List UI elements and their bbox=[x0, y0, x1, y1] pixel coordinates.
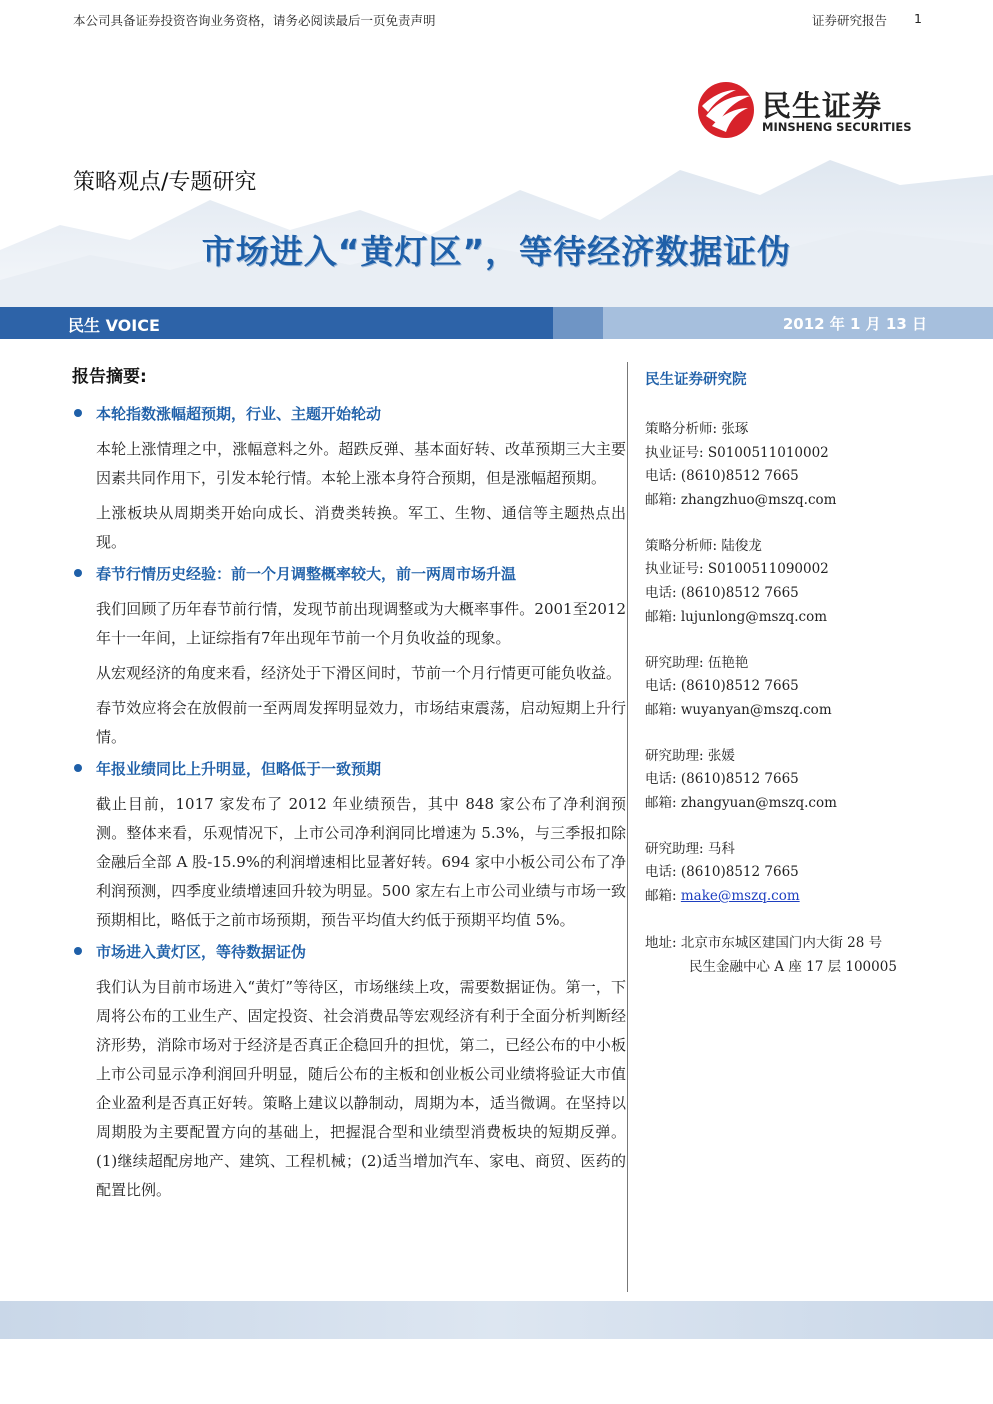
bullet-icon bbox=[74, 569, 82, 577]
role-label: 研究助理: bbox=[645, 654, 704, 671]
address-block bbox=[645, 931, 965, 979]
brand-name-cn: 民生证券 bbox=[762, 89, 883, 123]
contact-card bbox=[645, 745, 965, 816]
voice-label: 民生 VOICE bbox=[68, 316, 160, 335]
assistant-name: 伍艳艳 bbox=[707, 654, 749, 671]
section-title: 市场进入黄灯区，等待数据证伪 bbox=[96, 943, 307, 961]
footer-bar bbox=[0, 1301, 993, 1339]
page-number: 1 bbox=[914, 11, 922, 26]
section-heading bbox=[72, 563, 632, 589]
bullet-icon bbox=[74, 764, 82, 772]
phone-label: 电话: bbox=[645, 771, 677, 788]
email-address: zhangyuan@mszq.com bbox=[680, 794, 837, 811]
phone-number: (8610)8512 7665 bbox=[680, 468, 799, 485]
contact-card bbox=[645, 418, 965, 513]
assistant-name: 张媛 bbox=[707, 747, 735, 764]
abstract-heading: 报告摘要: bbox=[72, 367, 147, 387]
email-label: 邮箱: bbox=[645, 608, 677, 625]
abstract-column bbox=[72, 362, 632, 1211]
section-title: 本轮指数涨幅超预期，行业、主题开始轮动 bbox=[96, 405, 382, 423]
contact-card bbox=[645, 652, 965, 723]
section-heading bbox=[72, 758, 632, 784]
address-line-1: 北京市东城区建国门内大街 28 号 bbox=[680, 934, 883, 951]
section-title: 年报业绩同比上升明显，但略低于一致预期 bbox=[96, 760, 382, 778]
report-category: 策略观点/专题研究 bbox=[73, 170, 257, 195]
license-number: S0100511090002 bbox=[707, 561, 829, 578]
phone-label: 电话: bbox=[645, 678, 677, 695]
phone-number: (8610)8512 7665 bbox=[680, 864, 799, 881]
phone-label: 电话: bbox=[645, 585, 677, 602]
institute-name: 民生证券研究院 bbox=[645, 372, 747, 388]
brand-logo bbox=[696, 80, 926, 140]
role-label: 研究助理: bbox=[645, 840, 704, 857]
minsheng-logo-icon bbox=[696, 80, 756, 140]
column-divider bbox=[627, 362, 628, 1292]
voice-bar bbox=[0, 307, 993, 339]
section-heading bbox=[72, 403, 632, 429]
contact-card bbox=[645, 535, 965, 630]
license-label: 执业证号: bbox=[645, 444, 704, 461]
email-label: 邮箱: bbox=[645, 888, 677, 904]
footer-report-type: 证券研究报告 bbox=[812, 13, 888, 28]
bullet-icon bbox=[74, 947, 82, 955]
abstract-section bbox=[72, 758, 632, 935]
phone-label: 电话: bbox=[645, 864, 677, 881]
report-date: 2012 年 1 月 13 日 bbox=[782, 315, 927, 333]
paragraph: 上涨板块从周期类开始向成长、消费类转换。军工、生物、通信等主题热点出现。 bbox=[96, 504, 626, 551]
paragraph: 本轮上涨情理之中，涨幅意料之外。超跌反弹、基本面好转、改革预期三大主要因素共同作用下，引发本轮行情。本轮上涨本身符合预期，但是涨幅超预期。 bbox=[96, 440, 626, 487]
footer-disclaimer: 本公司具备证券投资咨询业务资格，请务必阅读最后一页免责声明 bbox=[73, 13, 436, 28]
abstract-section bbox=[72, 403, 632, 557]
email-label: 邮箱: bbox=[645, 794, 677, 811]
mountain-background bbox=[0, 130, 993, 310]
section-heading bbox=[72, 941, 632, 967]
assistant-name: 马科 bbox=[707, 840, 735, 857]
address-line-2: 民生金融中心 A 座 17 层 100005 bbox=[689, 958, 897, 975]
analyst-name: 张琢 bbox=[721, 421, 749, 437]
abstract-section bbox=[72, 563, 632, 752]
email-label: 邮箱: bbox=[645, 492, 677, 509]
role-label: 策略分析师: bbox=[645, 421, 718, 437]
section-title: 春节行情历史经验：前一个月调整概率较大，前一两周市场升温 bbox=[96, 565, 517, 583]
address-label: 地址: bbox=[645, 934, 677, 951]
email-address: lujunlong@mszq.com bbox=[680, 608, 827, 625]
email-address: wuyanyan@mszq.com bbox=[680, 701, 832, 718]
role-label: 策略分析师: bbox=[645, 537, 718, 554]
phone-number: (8610)8512 7665 bbox=[680, 678, 799, 695]
paragraph: 从宏观经济的角度来看，经济处于下滑区间时，节前一个月行情更可能负收益。 bbox=[96, 664, 622, 682]
analyst-name: 陆俊龙 bbox=[721, 537, 762, 554]
paragraph: 我们回顾了历年春节前行情，发现节前出现调整或为大概率事件。2001至2012年十一年间，上证综指有7年出现年节前一个月负收益的现象。 bbox=[96, 600, 626, 647]
email-label: 邮箱: bbox=[645, 701, 677, 718]
license-label: 执业证号: bbox=[645, 561, 704, 578]
phone-number: (8610)8512 7665 bbox=[680, 771, 799, 788]
bullet-icon bbox=[74, 409, 82, 417]
paragraph: 我们认为目前市场进入“黄灯”等待区，市场继续上攻，需要数据证伪。第一，下周将公布的工业生产、固定投资、社会消费品等宏观经济有利于全面分析判断经济形势，消除市场对于经济是否真正企稳回升的担忧，第二，已经公布的中小板上市公司显示净利润回升明显，随后公布的主板和创业板公司业绩将验证大市值企业盈利是否真正好转。策略上建议以静制动，周期为本，适当微调。在坚持以周期股为主要配置方向的基础上，把握混合型和业绩型消费板块的短期反弹。(1)继续超配房地产、建筑、工程机械；(2)适当增加汽车、家电、商贸、医药的配置比例。 bbox=[96, 978, 626, 1199]
email-address: zhangzhuo@mszq.com bbox=[680, 492, 837, 509]
email-link[interactable]: make@mszq.com bbox=[680, 888, 800, 904]
brand-name-en: MINSHENG SECURITIES bbox=[762, 120, 912, 134]
paragraph: 春节效应将会在放假前一至两周发挥明显效力，市场结束震荡，启动短期上升行情。 bbox=[96, 699, 626, 746]
research-sidebar bbox=[645, 368, 965, 979]
role-label: 研究助理: bbox=[645, 747, 704, 764]
paragraph: 截止目前，1017 家发布了 2012 年业绩预告，其中 848 家公布了净利润预测。整体来看，乐观情况下，上市公司净利润同比增速为 5.3%，与三季报扣除金融后全部 A 股-15.9%的利润增速相比显著好转。694 家中小板公司公布了净利润预测，四季度业绩增速回升较为明显。500 家左右上市公司业绩与市场一致预期相比，略低于之前市场预期，预告平均值大约低于预期平均值 5%。 bbox=[96, 795, 626, 929]
phone-number: (8610)8512 7665 bbox=[680, 585, 799, 602]
license-number: S0100511010002 bbox=[707, 444, 829, 461]
abstract-section bbox=[72, 941, 632, 1205]
page-title: 市场进入“黄灯区”，等待经济数据证伪 bbox=[201, 232, 792, 271]
contact-card bbox=[645, 838, 965, 909]
voice-bar-mid-segment bbox=[553, 307, 603, 339]
phone-label: 电话: bbox=[645, 468, 677, 485]
